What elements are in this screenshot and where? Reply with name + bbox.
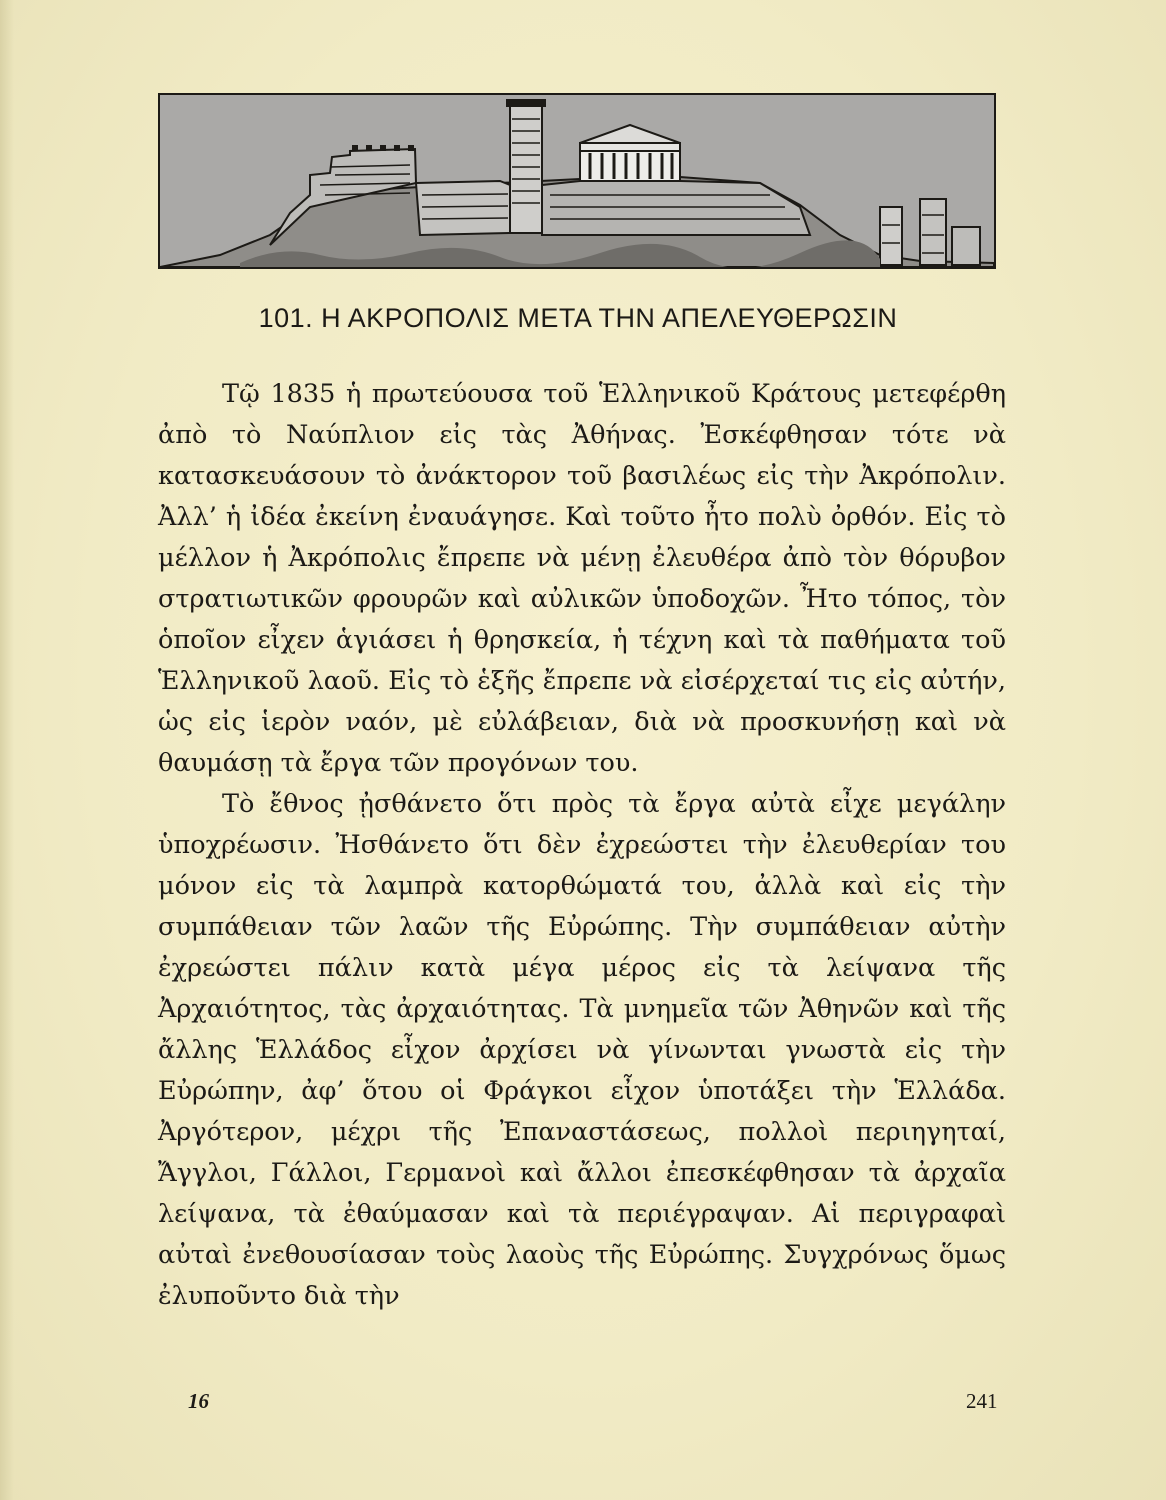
paragraph: Τῷ 1835 ἡ πρωτεύουσα τοῦ Ἑλληνικοῦ Κράτους μετεφέρθη ἀπὸ τὸ Ναύπλιον εἰς τὰς Ἀθήνας. Ἐσκέφθησαν τότε νὰ κατασκευάσουν τὸ ἀνάκτορον τοῦ βασιλέως εἰς τὴν Ἀκρόπολιν. Ἀλλ’ ἡ ἰδέα ἐκείνη ἐναυάγησε. Καὶ τοῦτο ἦτο πολὺ ὀρθόν. Εἰς τὸ μέλλον ἡ Ἀκρόπολις ἔπρεπε νὰ μένῃ ἐλευθέρα ἀπὸ τὸν θόρυβον στρατιωτικῶν φρουρῶν καὶ αὐλικῶν ὑποδοχῶν. Ἦτο τόπος, τὸν ὁποῖον εἶχεν ἁγιάσει ἡ θρησκεία, ἡ τέχνη καὶ τὰ παθήματα τοῦ Ἑλληνικοῦ λαοῦ. Εἰς τὸ ἑξῆς ἔπρεπε νὰ εἰσέρχεταί τις εἰς αὐτήν, ὡς εἰς ἱερὸν ναόν, μὲ εὐλάβειαν, διὰ νὰ προσκυνήσῃ καὶ νὰ θαυμάσῃ τὰ ἔργα τῶν προγόνων του. — [158, 379, 1006, 778]
paragraph: Τὸ ἔθνος ᾐσθάνετο ὅτι πρὸς τὰ ἔργα αὐτὰ εἶχε μεγάλην ὑποχρέωσιν. Ἠσθάνετο ὅτι δὲν ἐχρεώστει τὴν ἐλευθερίαν του μόνον εἰς τὰ λαμπρὰ κατορθώματά του, ἀλλὰ καὶ εἰς τὴν συμπάθειαν τῶν λαῶν τῆς Εὐρώπης. Τὴν συμπάθειαν αὐτὴν ἐχρεώστει πάλιν κατὰ μέγα μέρος εἰς τὰ λείψανα τῆς Ἀρχαιότητος, τὰς ἀρχαιότητας. Τὰ μνημεῖα τῶν Ἀθηνῶν καὶ τῆς ἄλλης Ἑλλάδος εἶχον ἀρχίσει νὰ γίνωνται γνωστὰ εἰς τὴν Εὐρώπην, ἀφ’ ὅτου οἱ Φράγκοι εἶχον ὑποτάξει τὴν Ἑλλάδα. Ἀργότερον, μέχρι τῆς Ἐπαναστάσεως, πολλοὶ περιηγηταί, Ἄγγλοι, Γάλλοι, Γερμανοὶ καὶ ἄλλοι ἐπεσκέφθησαν τὰ ἀρχαῖα λείψανα, τὰ ἐθαύμασαν καὶ τὰ περιέγραψαν. Αἱ περιγραφαὶ αὐταὶ ἐνεθουσίασαν τοὺς λαοὺς τῆς Εὐρώπης. Συγχρόνως ὅμως ἐλυποῦντο διὰ τὴν — [158, 789, 1006, 1311]
binding-edge — [0, 0, 14, 1500]
body-text — [158, 374, 1006, 1317]
signature-mark: 16 — [188, 1389, 209, 1413]
chapter-title: 101. Η ΑΚΡΟΠΟΛΙΣ ΜΕΤΑ ΤΗΝ ΑΠΕΛΕΥΘΕΡΩΣΙΝ — [258, 303, 898, 333]
acropolis-engraving — [160, 95, 994, 267]
page-number: 241 — [966, 1389, 998, 1413]
acropolis-illustration — [158, 93, 996, 269]
